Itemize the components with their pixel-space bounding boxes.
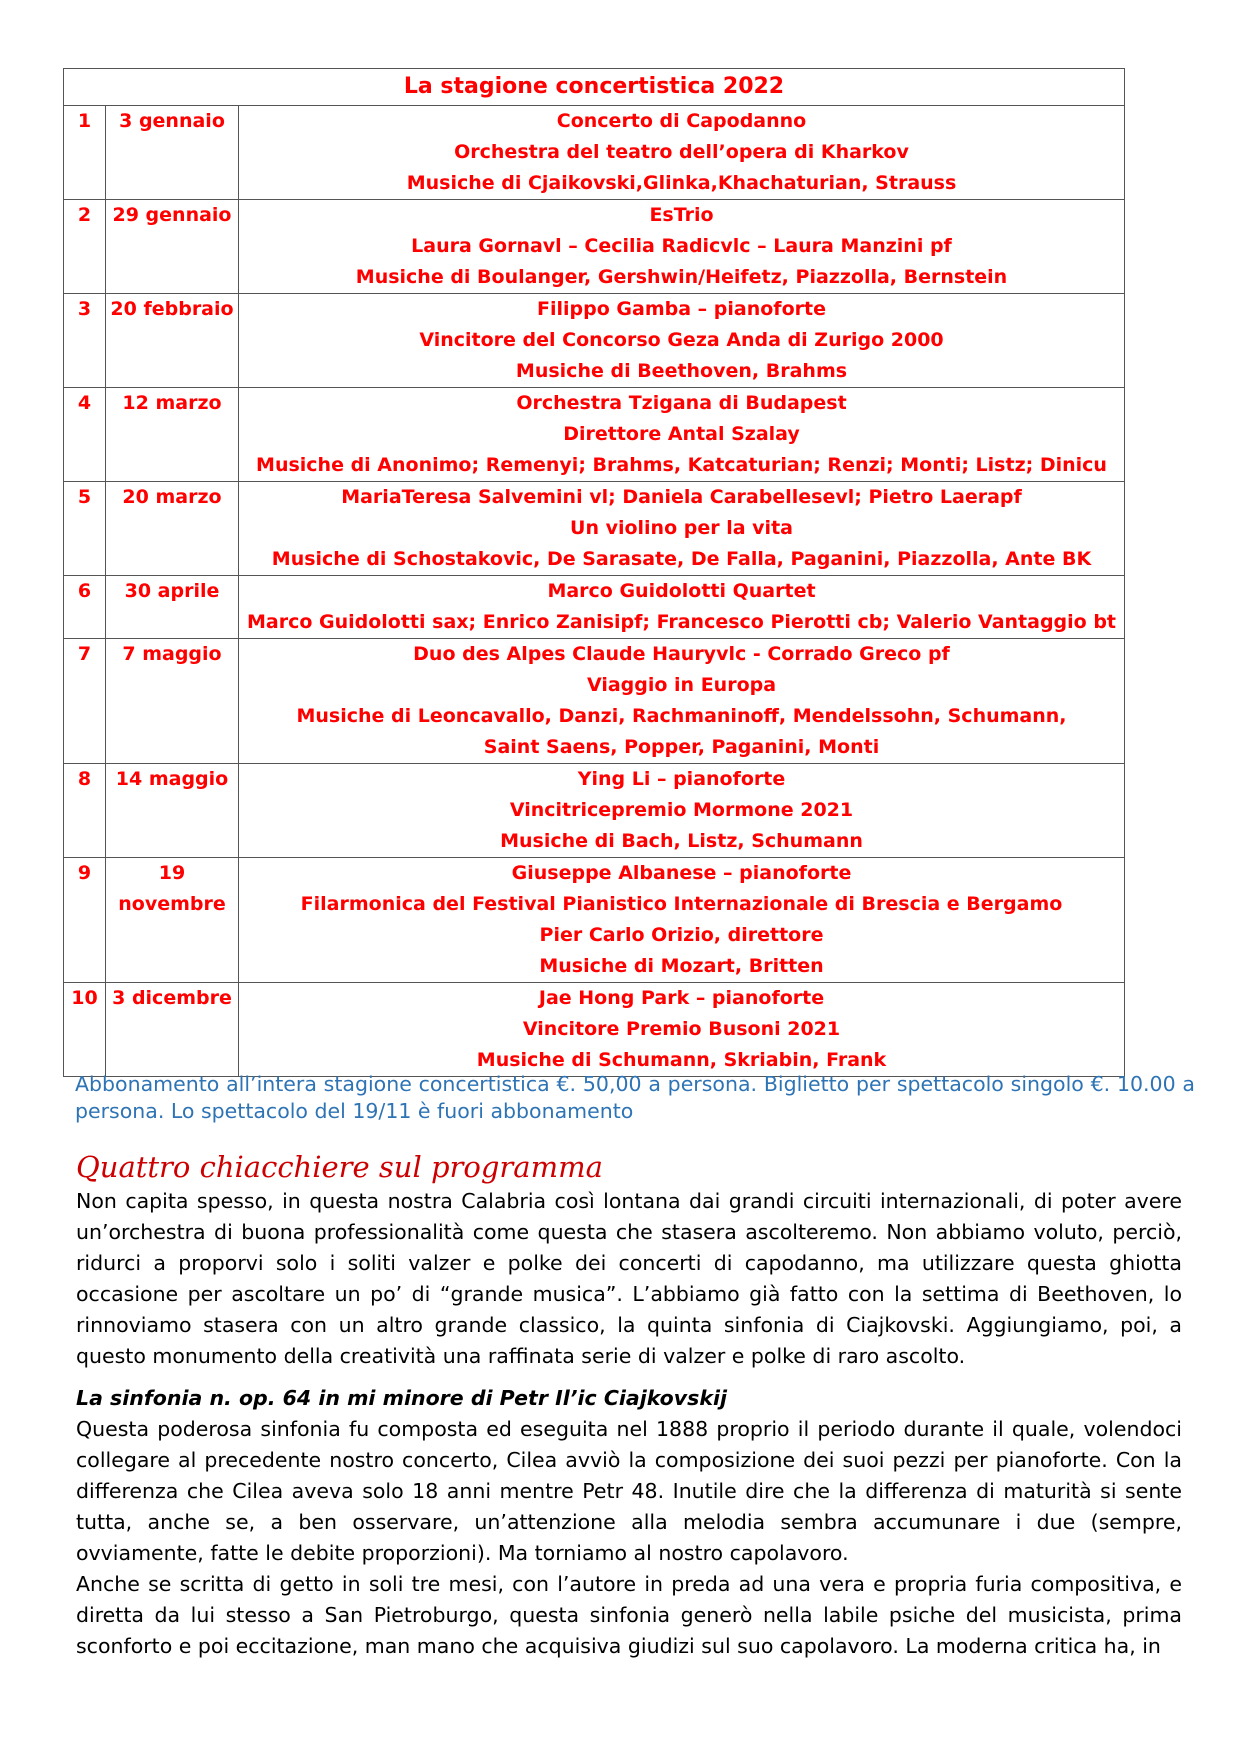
concert-date: 30 aprile: [106, 576, 239, 639]
table-title-row: [64, 69, 1125, 106]
concert-detail-line: Viaggio in Europa: [586, 674, 777, 696]
concert-number: 7: [64, 639, 106, 764]
concert-rows: [64, 106, 1125, 1077]
symphony-paragraph-1: Questa poderosa sinfonia fu composta ed eseguita nel 1888 proprio il periodo durante il quale, volendoci collegare al precedente nostro concerto, Cilea avviò la composizione dei suoi pezzi per pianoforte. Con la differenza che Cilea aveva solo 18 anni mentre Petr 48. Inutile dire che la differenza di maturità si sente tutta, anche se, a ben osservare, un’attenzione alla melodia sembra accumunare i due (sempre, ovviamente, fatte le debite proporzioni). Ma torniamo al nostro capolavoro.: [76, 1417, 1182, 1565]
concert-number: 3: [64, 294, 106, 388]
concert-details: [239, 200, 1125, 294]
concert-detail-line: Musiche di Cjaikovski,Glinka,Khachaturian, Strauss: [406, 172, 957, 194]
concert-detail-line: Marco Guidolotti sax; Enrico Zanisipf; Francesco Pierotti cb; Valerio Vantaggio bt: [246, 611, 1117, 633]
concert-row: [64, 764, 1125, 858]
concert-detail-line: Musiche di Schostakovic, De Sarasate, De Falla, Paganini, Piazzolla, Ante BK: [271, 548, 1092, 570]
concert-number: 6: [64, 576, 106, 639]
concert-detail-line: Musiche di Mozart, Britten: [539, 955, 824, 977]
concert-number: 1: [64, 106, 106, 200]
concert-detail-line: Musiche di Beethoven, Brahms: [515, 360, 848, 382]
intro-paragraph: Non capita spesso, in questa nostra Calabria così lontana dai grandi circuiti internazionali, di poter avere un’orchestra di buona professionalità come questa che stasera ascolteremo. Non abbiamo voluto, perciò, ridurci a proporvi solo i soliti valzer e polke dei concerti di capodanno, ma utilizzare questa ghiotta occasione per ascoltare un po’ di “grande musica”. L’abbiamo già fatto con la settima di Beethoven, lo rinnoviamo stasera con un altro grande classico, la quinta sinfonia di Ciajkovski. Aggiungiamo, poi, a questo monumento della creatività una raffinata serie di valzer e polke di raro ascolto.: [76, 1189, 1182, 1368]
concert-detail-line: Musiche di Anonimo; Remenyi; Brahms, Katcaturian; Renzi; Monti; Listz; Dinicu: [256, 454, 1107, 476]
concert-detail-line: Un violino per la vita: [570, 517, 793, 539]
concert-number: 8: [64, 764, 106, 858]
concert-detail-line: Giuseppe Albanese – pianoforte: [511, 862, 852, 884]
concert-detail-line: MariaTeresa Salvemini vl; Daniela Carabellesevl; Pietro Laerapf: [341, 486, 1022, 508]
concert-details: [239, 294, 1125, 388]
concert-season-table: [63, 68, 1125, 1077]
concert-row: [64, 576, 1125, 639]
concert-detail-line: Filippo Gamba – pianoforte: [537, 298, 826, 320]
concert-row: [64, 983, 1125, 1077]
concert-details: [239, 106, 1125, 200]
concert-number: 4: [64, 388, 106, 482]
concert-detail-line: Marco Guidolotti Quartet: [547, 580, 816, 602]
concert-detail-line: Pier Carlo Orizio, direttore: [539, 924, 824, 946]
concert-number: 2: [64, 200, 106, 294]
concert-number: 5: [64, 482, 106, 576]
concert-detail-line: Concerto di Capodanno: [556, 110, 807, 132]
concert-detail-line: Filarmonica del Festival Pianistico Internazionale di Brescia e Bergamo: [300, 893, 1063, 915]
concert-row: [64, 482, 1125, 576]
concert-number: 10: [64, 983, 106, 1077]
concert-detail-line: Saint Saens, Popper, Paganini, Monti: [483, 736, 880, 758]
concert-detail-line: Vincitricepremio Mormone 2021: [509, 799, 854, 821]
concert-date: 20 febbraio: [106, 294, 239, 388]
concert-date: 12 marzo: [106, 388, 239, 482]
concert-row: [64, 200, 1125, 294]
concert-details: [239, 482, 1125, 576]
concert-detail-line: EsTrio: [649, 204, 714, 226]
concert-detail-line: Jae Hong Park – pianoforte: [538, 987, 825, 1009]
concert-date: 3 dicembre: [106, 983, 239, 1077]
concert-detail-line: Musiche di Leoncavallo, Danzi, Rachmaninoff, Mendelssohn, Schumann,: [296, 705, 1067, 727]
concert-details: [239, 858, 1125, 983]
concert-detail-line: Direttore Antal Szalay: [563, 423, 800, 445]
concert-detail-line: Duo des Alpes Claude Hauryvlc - Corrado Greco pf: [413, 643, 950, 665]
concert-details: [239, 388, 1125, 482]
concert-detail-line: Laura Gornavl – Cecilia Radicvlc – Laura Manzini pf: [411, 235, 952, 257]
concert-detail-line: Vincitore Premio Busoni 2021: [522, 1018, 841, 1040]
concert-details: [239, 764, 1125, 858]
concert-row: [64, 639, 1125, 764]
concert-row: [64, 388, 1125, 482]
concert-detail-line: Musiche di Boulanger, Gershwin/Heifetz, Piazzolla, Bernstein: [355, 266, 1008, 288]
concert-row: [64, 294, 1125, 388]
concert-details: [239, 983, 1125, 1077]
symphony-paragraph-2: Anche se scritta di getto in soli tre mesi, con l’autore in preda ad una vera e propria furia compositiva, e diretta da lui stesso a San Pietroburgo, questa sinfonia generò nella labile psiche del musicista, prima sconforto e poi eccitazione, man mano che acquisiva giudizi sul suo capolavoro. La moderna critica ha, in: [76, 1572, 1182, 1658]
concert-date: 7 maggio: [106, 639, 239, 764]
concert-row: [64, 858, 1125, 983]
concert-details: [239, 576, 1125, 639]
concert-date: 3 gennaio: [106, 106, 239, 200]
concert-date: 29 gennaio: [106, 200, 239, 294]
concert-date: 20 marzo: [106, 482, 239, 576]
concert-details: [239, 639, 1125, 764]
concert-detail-line: Orchestra Tzigana di Budapest: [516, 392, 847, 414]
concert-detail-line: Ying Li – pianoforte: [577, 768, 786, 790]
section-heading: Quattro chiacchiere sul programma: [76, 1150, 603, 1184]
season-title: La stagione concertistica 2022: [64, 69, 1125, 106]
symphony-subheading: La sinfonia n. op. 64 in mi minore di Petr Il’ic Ciajkovskij: [76, 1386, 728, 1410]
subscription-price-note: Abbonamento all’intera stagione concertistica €. 50,00 a persona. Biglietto per spettacolo singolo €. 10.00 a persona. Lo spettacolo del 19/11 è fuori abbonamento: [75, 1072, 1195, 1123]
concert-detail-line: Vincitore del Concorso Geza Anda di Zurigo 2000: [419, 329, 944, 351]
concert-date: 19 novembre: [106, 858, 239, 983]
concert-row: [64, 106, 1125, 200]
concert-detail-line: Orchestra del teatro dell’opera di Kharkov: [454, 141, 909, 163]
concert-date: 14 maggio: [106, 764, 239, 858]
concert-number: 9: [64, 858, 106, 983]
concert-detail-line: Musiche di Schumann, Skriabin, Frank: [476, 1049, 887, 1071]
concert-detail-line: Musiche di Bach, Listz, Schumann: [500, 830, 863, 852]
